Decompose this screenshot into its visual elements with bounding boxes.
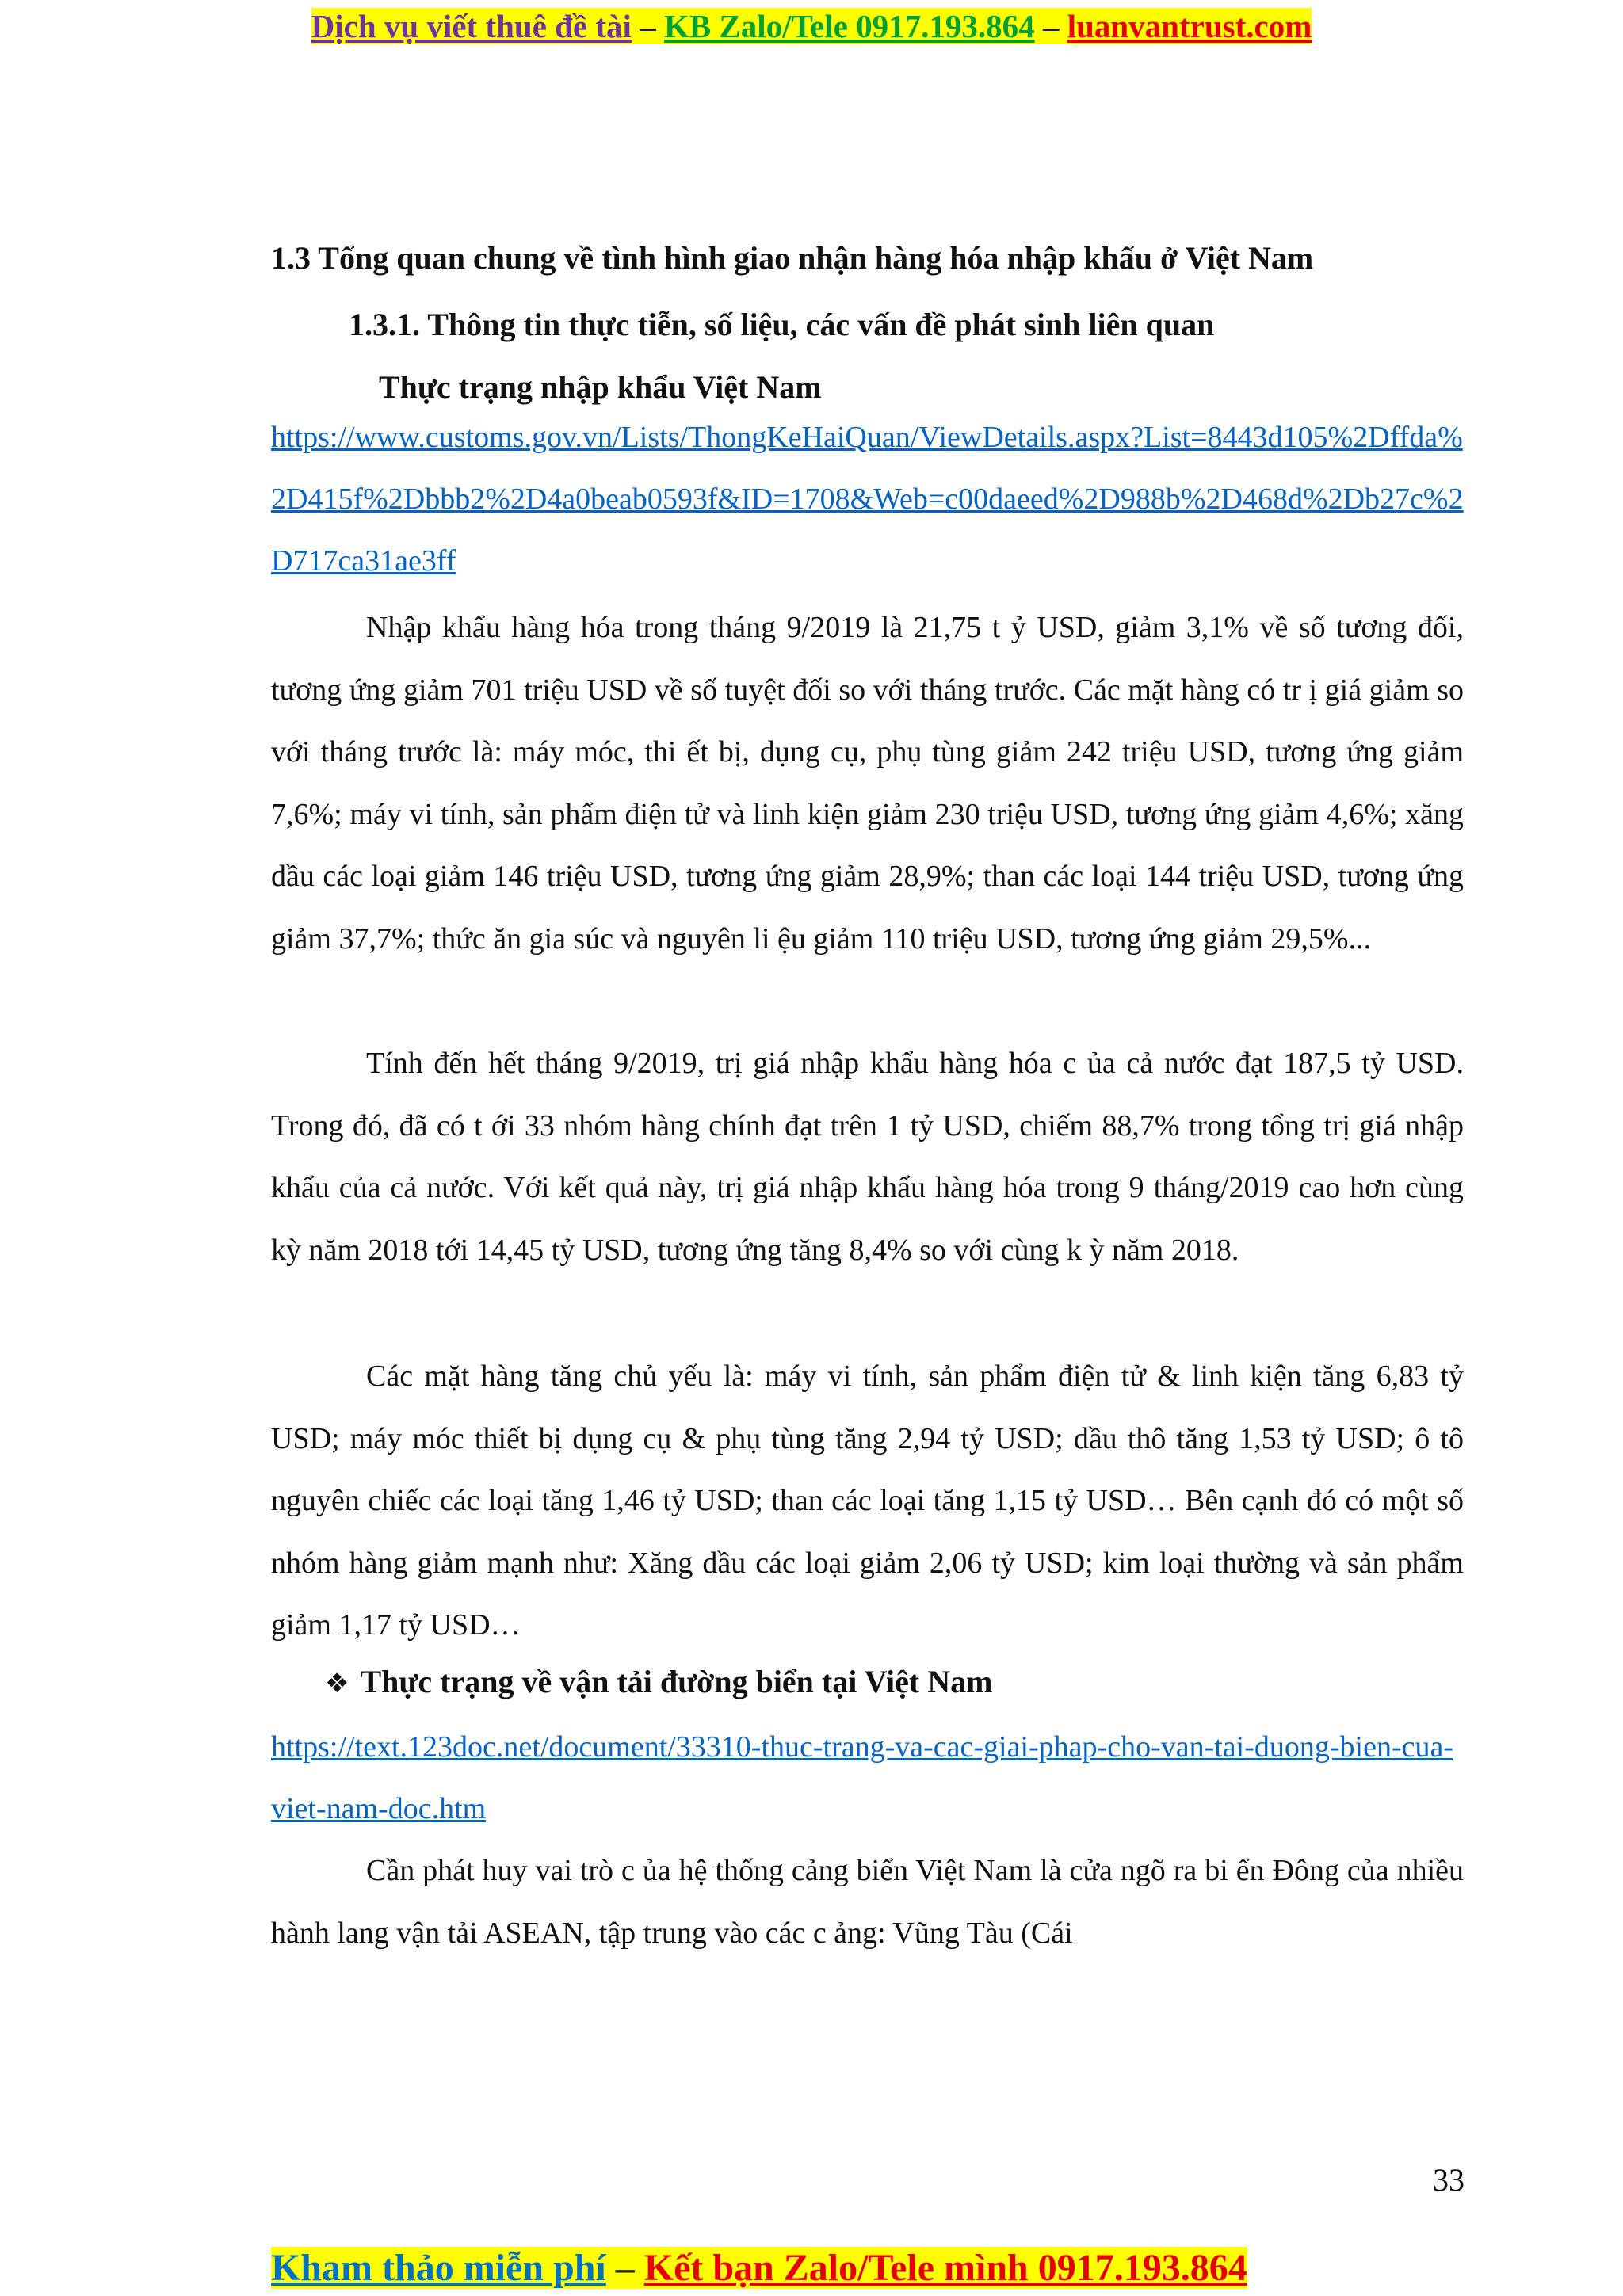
section-heading: 1.3 Tổng quan chung về tình hình giao nhận hàng hóa nhập khẩu ở Việt Nam	[271, 240, 1314, 276]
footer-free-text: Kham thảo miễn phí	[271, 2247, 606, 2289]
123doc-source-link[interactable]: https://text.123doc.net/document/33310-thuc-trang-va-cac-giai-phap-cho-van-tai-duong-bien-cua-viet-nam-doc.htm	[271, 1730, 1454, 1825]
topic-heading-import: Thực trạng nhập khẩu Việt Nam	[379, 369, 822, 405]
banner-separator: –	[631, 8, 664, 44]
paragraph-seaport: Cần phát huy vai trò c ủa hệ thống cảng biển Việt Nam là cửa ngõ ra bi ển Đông của nhiều hành lang vận tải ASEAN, tập trung vào các c ảng: Vũng Tàu (Cái	[271, 1854, 1464, 1950]
paragraph-import-sept: Nhập khẩu hàng hóa trong tháng 9/2019 là 21,75 t ỷ USD, giảm 3,1% về số tương đối, tương ứng giảm 701 triệu USD về số tuyệt đối so với tháng trước. Các mặt hàng có tr ị giá giảm so với tháng trước là: máy móc, thi ết bị, dụng cụ, phụ tùng giảm 242 triệu USD, tương ứng giảm 7,6%; máy vi tính, sản phẩm điện tử và linh kiện giảm 230 triệu USD, tương ứng giảm 4,6%; xăng dầu các loại giảm 146 triệu USD, tương ứng giảm 28,9%; than các loại 144 triệu USD, tương ứng giảm 37,7%; thức ăn gia súc và nguyên li ệu giảm 110 triệu USD, tương ứng giảm 29,5%...	[271, 611, 1464, 955]
topic-heading-shipping-text: Thực trạng về vận tải đường biển tại Việt Nam	[360, 1664, 993, 1699]
banner-website-link[interactable]: luanvantrust.com	[1067, 8, 1312, 44]
topic-heading-shipping	[325, 1663, 992, 1700]
footer-separator: –	[605, 2247, 644, 2289]
paragraph-import-ytd: Tính đến hết tháng 9/2019, trị giá nhập khẩu hàng hóa c ủa cả nước đạt 187,5 tỷ USD. Trong đó, đã có t ới 33 nhóm hàng chính đạt trên 1 tỷ USD, chiếm 88,7% trong tổng trị giá nhập khẩu của cả nước. Với kết quả này, trị giá nhập khẩu hàng hóa trong 9 tháng/2019 cao hơn cùng kỳ năm 2018 tới 14,45 tỷ USD, tương ứng tăng 8,4% so với cùng k ỳ năm 2018.	[271, 1047, 1464, 1267]
banner-contact-text: KB Zalo/Tele 0917.193.864	[663, 8, 1035, 44]
banner-separator: –	[1034, 8, 1067, 44]
banner-service-text: Dịch vụ viết thuê đề tài	[311, 8, 632, 44]
top-banner	[0, 3, 1623, 49]
diamond-bullet-icon: ❖	[325, 1668, 349, 1699]
bottom-banner	[271, 2244, 1247, 2293]
footer-contact-text[interactable]: Kết bạn Zalo/Tele mình 0917.193.864	[643, 2247, 1247, 2289]
subsection-heading: 1.3.1. Thông tin thực tiễn, số liệu, các vấn đề phát sinh liên quan	[349, 307, 1215, 342]
page-number: 33	[1433, 2162, 1465, 2198]
customs-source-link[interactable]: https://www.customs.gov.vn/Lists/ThongKeHaiQuan/ViewDetails.aspx?List=8443d105%2Dffda%2D415f%2Dbbb2%2D4a0beab0593f&ID=1708&Web=c00daeed%2D988b%2D468d%2Db27c%2D717ca31ae3ff	[271, 421, 1464, 578]
paragraph-import-increases: Các mặt hàng tăng chủ yếu là: máy vi tính, sản phẩm điện tử & linh kiện tăng 6,83 tỷ USD; máy móc thiết bị dụng cụ & phụ tùng tăng 2,94 tỷ USD; dầu thô tăng 1,53 tỷ USD; ô tô nguyên chiếc các loại tăng 1,46 tỷ USD; than các loại tăng 1,15 tỷ USD… Bên cạnh đó có một số nhóm hàng giảm mạnh như: Xăng dầu các loại giảm 2,06 tỷ USD; kim loại thường và sản phẩm giảm 1,17 tỷ USD…	[271, 1360, 1464, 1642]
